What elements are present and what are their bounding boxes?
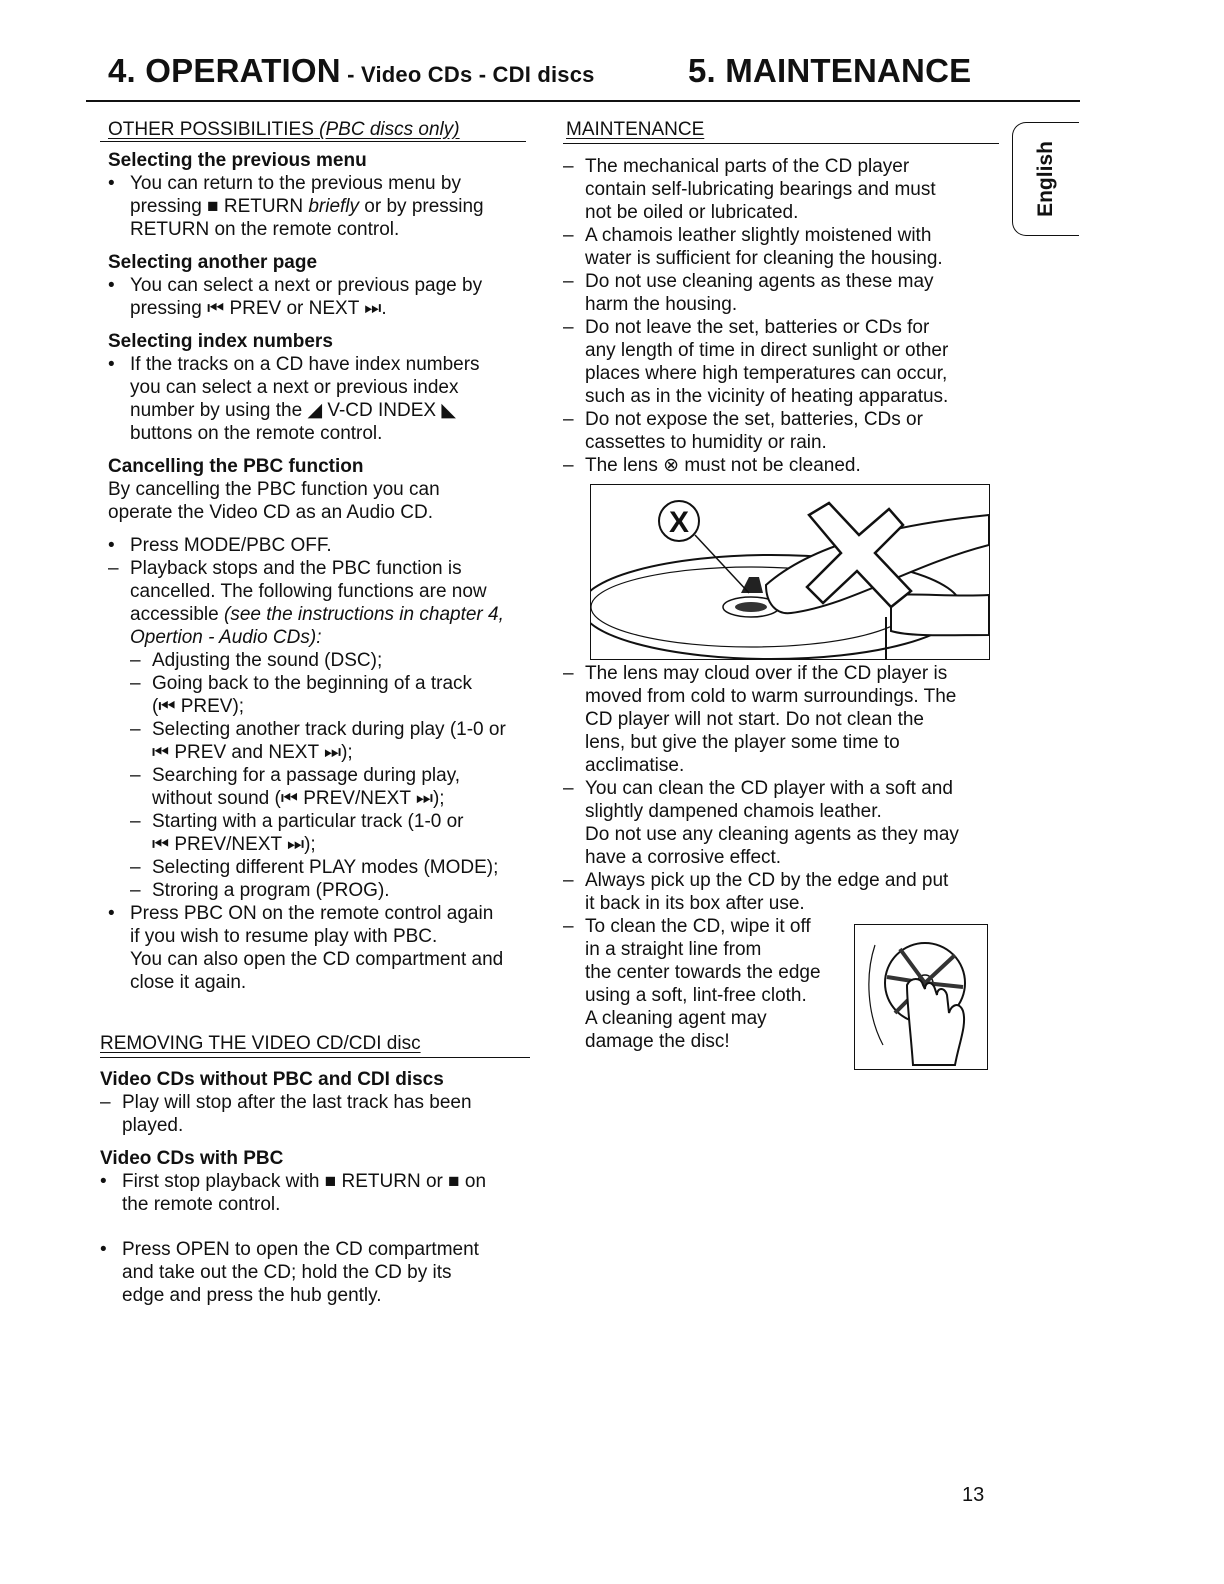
list-item-cont: the remote control.	[122, 1194, 281, 1215]
list-item: – The lens may cloud over if the CD player is	[563, 663, 948, 684]
list-item: • Press OPEN to open the CD compartment	[100, 1239, 479, 1260]
list-item-cont: it back in its box after use.	[585, 893, 805, 914]
list-item-cont: have a corrosive effect.	[585, 847, 782, 868]
sub-list-item-cont: (⏮ PREV);	[152, 696, 245, 717]
sub-list-item: – Starting with a particular track (1-0 or	[130, 811, 464, 832]
removing-section-title: REMOVING THE VIDEO CD/CDI disc	[100, 1033, 421, 1054]
heading-index-numbers: Selecting index numbers	[108, 331, 333, 352]
list-item-cont: Do not use any cleaning agents as they may	[585, 824, 959, 845]
list-item: – Playback stops and the PBC function is	[108, 558, 462, 579]
list-item: • Press PBC ON on the remote control again	[108, 903, 494, 924]
chapter-4-subtitle: - Video CDs - CDI discs	[340, 62, 595, 87]
list-item-cont: RETURN on the remote control.	[130, 219, 400, 240]
sub-list-item: – Going back to the beginning of a track	[130, 673, 473, 694]
list-item: – To clean the CD, wipe it off	[563, 916, 811, 937]
list-item-cont: slightly dampened chamois leather.	[585, 801, 882, 822]
sub-list-item: – Selecting another track during play (1-0 or	[130, 719, 506, 740]
list-item-cont: any length of time in direct sunlight or other	[585, 340, 949, 361]
list-item: – Play will stop after the last track has been	[100, 1092, 472, 1113]
heading-another-page: Selecting another page	[108, 252, 318, 273]
page-number: 13	[962, 1484, 985, 1506]
list-item: • If the tracks on a CD have index numbers	[108, 354, 480, 375]
list-item-cont: contain self-lubricating bearings and must	[585, 179, 936, 200]
list-item: – The mechanical parts of the CD player	[563, 156, 910, 177]
list-item-cont: cancelled. The following functions are now	[130, 581, 487, 602]
list-item-cont: if you wish to resume play with PBC.	[130, 926, 438, 947]
list-item: – The lens ⊗ must not be cleaned.	[563, 455, 861, 476]
list-item-cont: and take out the CD; hold the CD by its	[122, 1262, 452, 1283]
list-item: – Do not expose the set, batteries, CDs or	[563, 409, 923, 430]
lens-figure-label: X	[668, 506, 690, 539]
list-item-cont: pressing ⏮ PREV or NEXT ⏭.	[130, 298, 387, 319]
list-item: – Do not use cleaning agents as these may	[563, 271, 934, 292]
heading-with-pbc: Video CDs with PBC	[100, 1148, 284, 1169]
disc-cleaning-figure	[854, 924, 988, 1070]
sub-list-item: – Searching for a passage during play,	[130, 765, 461, 786]
list-item-cont: not be oiled or lubricated.	[585, 202, 799, 223]
paragraph: operate the Video CD as an Audio CD.	[108, 502, 433, 523]
list-item-cont: played.	[122, 1115, 184, 1136]
left-column-body	[108, 149, 538, 994]
list-item-cont: moved from cold to warm surroundings. The	[585, 686, 957, 707]
removing-section-body	[100, 1068, 540, 1307]
language-tab	[1012, 122, 1079, 236]
right-column-body	[563, 155, 1003, 477]
list-item-cont: close it again.	[130, 972, 247, 993]
list-item-cont: water is sufficient for cleaning the housing.	[585, 248, 943, 269]
section-rule	[100, 141, 526, 142]
header-left	[108, 52, 595, 90]
list-item-cont: pressing ■ RETURN briefly or by pressing	[130, 196, 484, 217]
stop-square-icon: ■	[324, 1171, 337, 1192]
other-possibilities-title: OTHER POSSIBILITIES (PBC discs only)	[108, 119, 460, 140]
list-item-cont: such as in the vicinity of heating apparatus.	[585, 386, 949, 407]
list-item-cont: using a soft, lint-free cloth.	[585, 985, 807, 1006]
list-item: – You can clean the CD player with a soft and	[563, 778, 953, 799]
list-item-cont: lens, but give the player some time to	[585, 732, 900, 753]
chapter-4-title: 4. OPERATION	[108, 52, 341, 89]
language-tab-label: English	[1034, 141, 1057, 217]
sub-list-item-cont: ⏮ PREV and NEXT ⏭);	[152, 742, 353, 763]
sub-list-item: – Stroring a program (PROG).	[130, 880, 390, 901]
list-item-cont: You can also open the CD compartment and	[130, 949, 504, 970]
list-item-cont: CD player will not start. Do not clean the	[585, 709, 924, 730]
section-rule	[563, 143, 999, 144]
list-item-cont: you can select a next or previous index	[130, 377, 459, 398]
list-item-cont: Opertion - Audio CDs):	[130, 627, 322, 648]
list-item-cont: cassettes to humidity or rain.	[585, 432, 827, 453]
list-item: – Do not leave the set, batteries or CDs for	[563, 317, 930, 338]
maintenance-section-title: MAINTENANCE	[566, 119, 705, 140]
list-item: – Always pick up the CD by the edge and put	[563, 870, 949, 891]
stop-square-icon: ■	[448, 1171, 460, 1192]
sub-list-item-cont: ⏮ PREV/NEXT ⏭);	[152, 834, 316, 855]
heading-previous-menu: Selecting the previous menu	[108, 150, 367, 171]
list-item-cont: edge and press the hub gently.	[122, 1285, 382, 1306]
sub-list-item: – Adjusting the sound (DSC);	[130, 650, 383, 671]
list-item-cont: A cleaning agent may	[585, 1008, 767, 1029]
sub-list-item-cont: without sound (⏮ PREV/NEXT ⏭);	[152, 788, 445, 809]
section-rule	[100, 1057, 530, 1058]
list-item-cont: the center towards the edge	[585, 962, 821, 983]
heading-without-pbc: Video CDs without PBC and CDI discs	[100, 1069, 444, 1090]
left-column	[108, 118, 538, 141]
header-rule	[86, 100, 1080, 102]
list-item-cont: places where high temperatures can occur,	[585, 363, 948, 384]
list-item-cont: accessible (see the instructions in chapter 4,	[130, 604, 504, 625]
lens-figure	[590, 484, 990, 660]
list-item: – A chamois leather slightly moistened with	[563, 225, 932, 246]
list-item-cont: in a straight line from	[585, 939, 762, 960]
chapter-5-title: 5. MAINTENANCE	[688, 52, 972, 89]
list-item-cont: acclimatise.	[585, 755, 685, 776]
list-item: • You can select a next or previous page by	[108, 275, 483, 296]
heading-cancelling-pbc: Cancelling the PBC function	[108, 456, 364, 477]
list-item-cont: number by using the ◢ V-CD INDEX ◣	[130, 400, 456, 421]
sub-list-item: – Selecting different PLAY modes (MODE);	[130, 857, 499, 878]
disc-cleaning-illustration	[855, 925, 987, 1069]
list-item-cont: buttons on the remote control.	[130, 423, 383, 444]
list-item: • First stop playback with ■ RETURN or ■ on	[100, 1171, 487, 1192]
lens-illustration	[591, 485, 989, 659]
list-item-cont: damage the disc!	[585, 1031, 730, 1052]
list-item: • Press MODE/PBC OFF.	[108, 535, 332, 556]
list-item: • You can return to the previous menu by	[108, 173, 461, 194]
list-item-cont: harm the housing.	[585, 294, 738, 315]
paragraph: By cancelling the PBC function you can	[108, 479, 440, 500]
stop-square-icon: ■	[207, 196, 219, 217]
